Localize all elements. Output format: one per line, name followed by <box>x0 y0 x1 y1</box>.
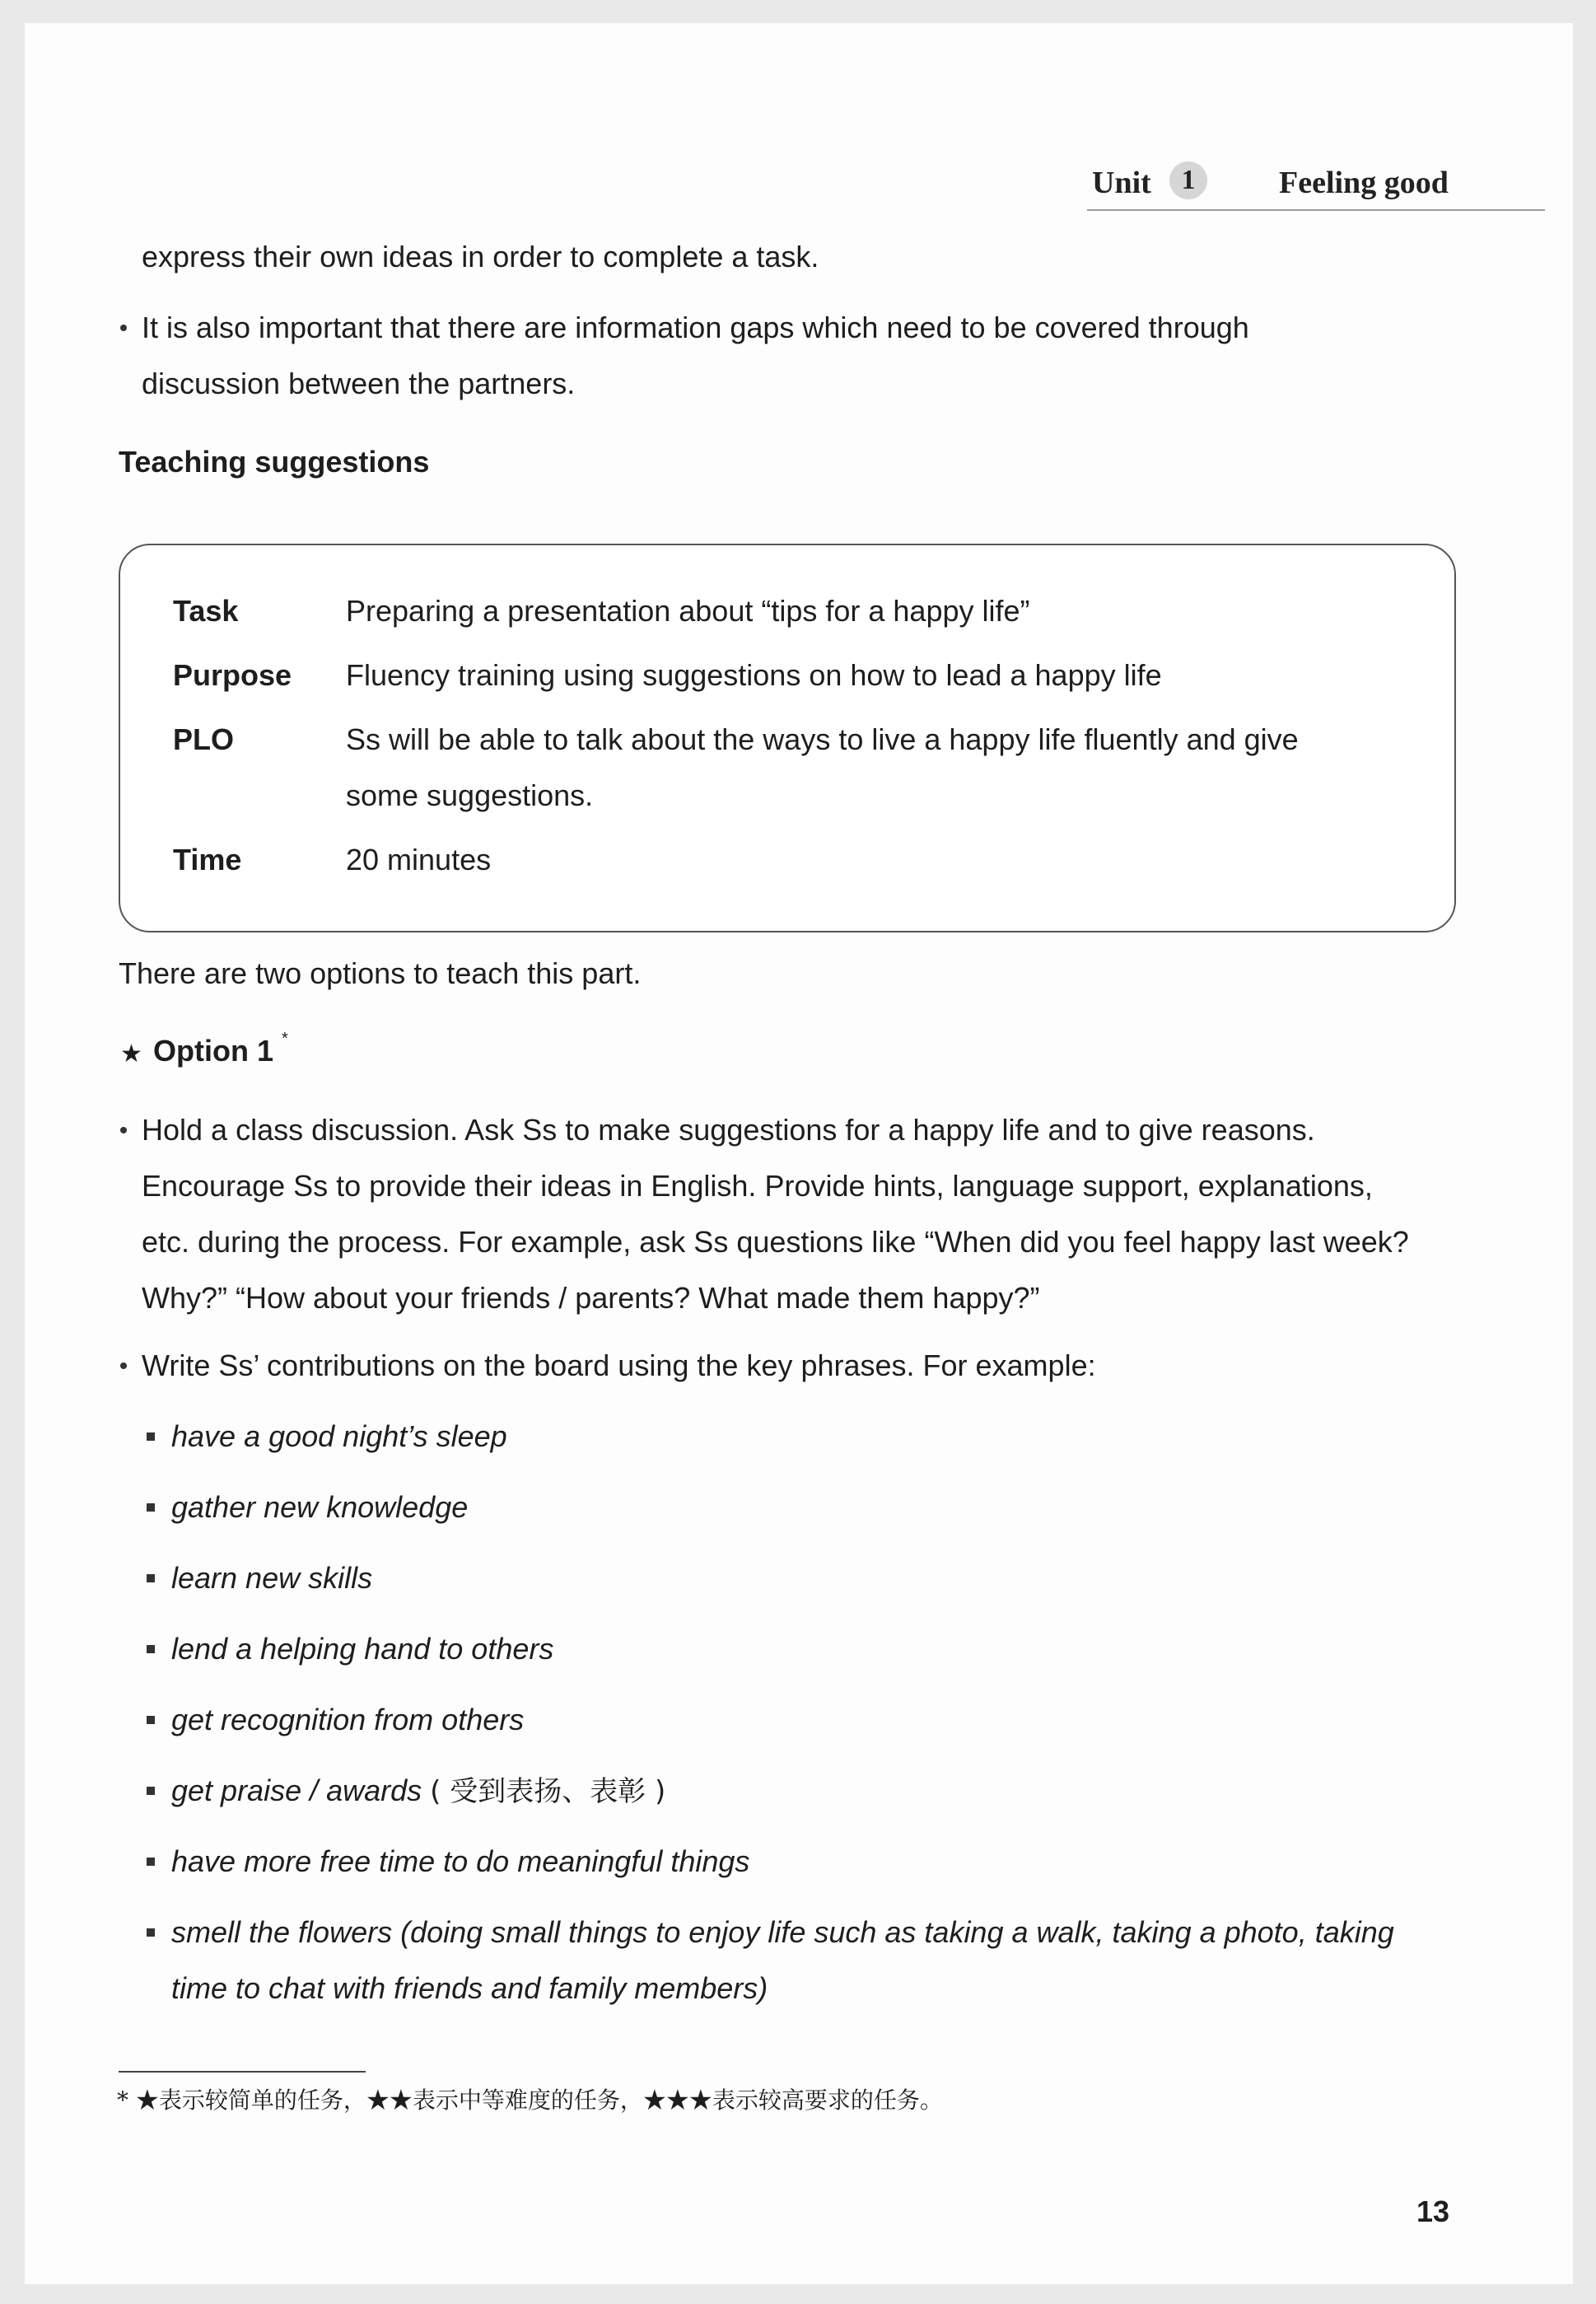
bullet-dot <box>120 1362 127 1369</box>
header-rule <box>1087 209 1545 211</box>
footnote-rule <box>119 2071 366 2073</box>
footnote-mark: * <box>282 1030 288 1048</box>
example-item: lend a helping hand to others <box>171 1632 554 1666</box>
plo-value-line1: Ss will be able to talk about the ways to live a happy life fluently and give <box>346 722 1299 756</box>
plo-value-line2: some suggestions. <box>346 778 594 812</box>
praise-text: get praise / awards <box>171 1774 422 1807</box>
list-square <box>147 1645 155 1653</box>
example-item-praise <box>171 1776 665 1806</box>
bullet-dot <box>120 1127 127 1133</box>
example-item: gather new knowledge <box>171 1490 469 1524</box>
task-value: Preparing a presentation about “tips for a happy life” <box>346 594 1030 628</box>
footnote-text: * ★表示较简单的任务，★★表示中等难度的任务，★★★表示较高要求的任务。 <box>117 2087 943 2114</box>
list-square <box>147 1858 155 1866</box>
options-intro-text: There are two options to teach this part. <box>119 956 642 990</box>
unit-number-badge: 1 <box>1169 161 1207 199</box>
example-item: get recognition from others <box>171 1703 525 1736</box>
contributions-text: Write Ss’ contributions on the board using the key phrases. For example: <box>142 1348 1096 1382</box>
list-square <box>147 1716 155 1724</box>
time-label: Time <box>173 843 242 876</box>
example-item: have more free time to do meaningful things <box>171 1844 750 1878</box>
info-gap-text-line2: discussion between the partners. <box>142 367 576 400</box>
option-1-heading: Option 1 <box>153 1034 273 1068</box>
praise-chinese-gloss: ( 受到表扬、表彰 ) <box>430 1775 666 1808</box>
discussion-line3: etc. during the process. For example, ask Ss questions like “When did you feel happy last week? <box>142 1225 1409 1259</box>
example-item-flowers-line1: smell the flowers (doing small things to enjoy life such as taking a walk, taking a photo, taking <box>171 1915 1394 1949</box>
purpose-value: Fluency training using suggestions on how to lead a happy life <box>346 658 1162 692</box>
discussion-line1: Hold a class discussion. Ask Ss to make suggestions for a happy life and to give reasons. <box>142 1113 1315 1147</box>
star-icon: ★ <box>120 1040 142 1068</box>
discussion-line2: Encourage Ss to provide their ideas in English. Provide hints, language support, explanations, <box>142 1169 1373 1203</box>
teaching-suggestions-heading: Teaching suggestions <box>119 445 430 479</box>
plo-label: PLO <box>173 722 235 756</box>
example-item: have a good night’s sleep <box>171 1419 507 1453</box>
purpose-label: Purpose <box>173 658 292 692</box>
example-item-flowers-line2: time to chat with friends and family members) <box>171 1971 768 2005</box>
bullet-dot <box>120 325 127 331</box>
example-item: learn new skills <box>171 1561 373 1595</box>
page-number: 13 <box>1416 2194 1450 2228</box>
unit-header <box>1087 165 1545 217</box>
task-label: Task <box>173 594 239 628</box>
textbook-page <box>25 23 1573 2284</box>
time-value: 20 minutes <box>346 843 492 876</box>
list-square <box>147 1928 155 1937</box>
unit-title: Feeling good <box>1279 166 1449 200</box>
list-square <box>147 1787 155 1795</box>
info-gap-text-line1: It is also important that there are information gaps which need to be covered through <box>142 311 1249 344</box>
discussion-line4: Why?” “How about your friends / parents? What made them happy?” <box>142 1281 1040 1315</box>
list-square <box>147 1574 155 1582</box>
unit-label: Unit <box>1092 166 1151 200</box>
list-square <box>147 1432 155 1441</box>
continued-text: express their own ideas in order to complete a task. <box>142 240 819 273</box>
list-square <box>147 1503 155 1512</box>
